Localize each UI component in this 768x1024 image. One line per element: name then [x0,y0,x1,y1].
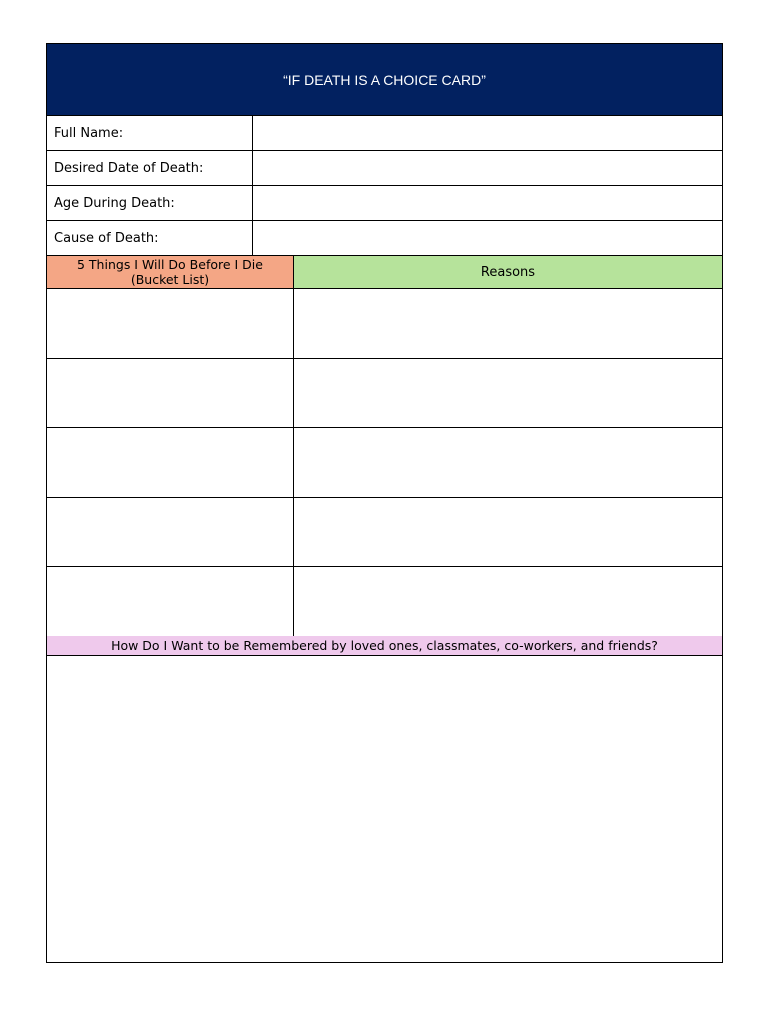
choice-card-form [46,43,723,963]
bucket-item-cell[interactable] [47,497,294,566]
reasons-header: Reasons [294,256,722,288]
reason-cell[interactable] [294,289,722,358]
reason-cell[interactable] [294,567,722,636]
bucket-list-header-line2: (Bucket List) [130,272,210,287]
card-title: “IF DEATH IS A CHOICE CARD” [47,44,722,116]
field-row-full-name [47,116,722,151]
bucket-list-header [47,256,294,288]
bucket-list-row [47,289,722,359]
reason-cell[interactable] [294,497,722,566]
full-name-field[interactable] [253,116,722,150]
bucket-list-header-line1: 5 Things I Will Do Before I Die [77,257,263,272]
age-during-death-field[interactable] [253,186,722,220]
date-of-death-field[interactable] [253,151,722,185]
bucket-item-cell[interactable] [47,289,294,358]
date-of-death-label: Desired Date of Death: [47,151,253,185]
field-row-cause-of-death [47,221,722,256]
reason-cell[interactable] [294,428,722,497]
bucket-item-cell[interactable] [47,428,294,497]
remembered-answer-area[interactable] [47,656,722,962]
bucket-list-header-row [47,256,722,289]
bucket-list-row [47,497,722,567]
bucket-list-row [47,567,722,637]
full-name-label: Full Name: [47,116,253,150]
reason-cell[interactable] [294,358,722,427]
bucket-item-cell[interactable] [47,567,294,636]
cause-of-death-label: Cause of Death: [47,221,253,255]
cause-of-death-field[interactable] [253,221,722,255]
field-row-date-of-death [47,151,722,186]
bucket-item-cell[interactable] [47,358,294,427]
bucket-list-row [47,428,722,498]
age-during-death-label: Age During Death: [47,186,253,220]
remembered-question: How Do I Want to be Remembered by loved ones, classmates, co-workers, and friends? [47,636,722,656]
field-row-age-during-death [47,186,722,221]
bucket-list-row [47,358,722,428]
